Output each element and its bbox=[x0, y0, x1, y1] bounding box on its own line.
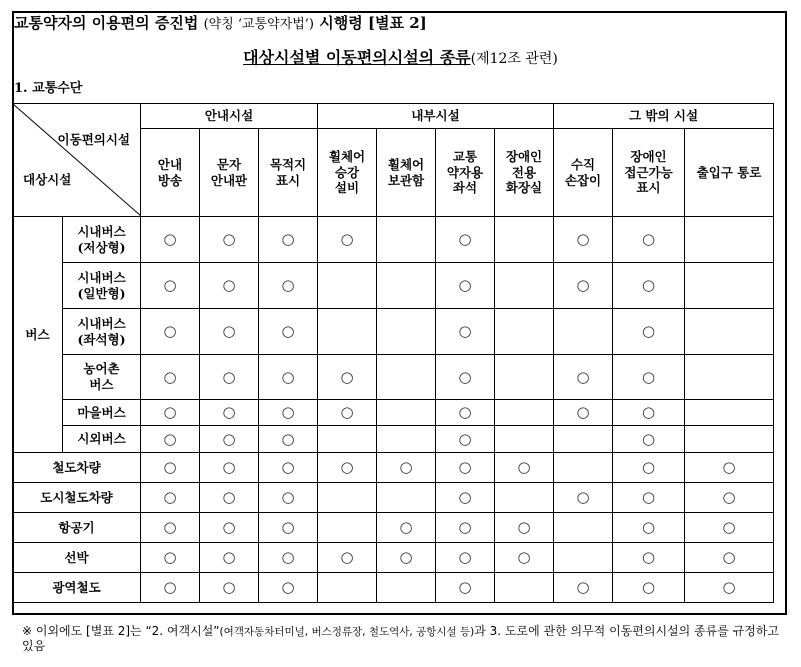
mark-cell: ○ bbox=[141, 400, 200, 426]
empty-cell bbox=[377, 483, 436, 513]
mark-cell: ○ bbox=[200, 426, 259, 453]
column-header: 목적지 표시 bbox=[259, 129, 318, 217]
mark-cell: ○ bbox=[613, 400, 685, 426]
table-row bbox=[13, 573, 774, 603]
mark-cell: ○ bbox=[141, 309, 200, 355]
empty-cell bbox=[318, 483, 377, 513]
mark-cell: ○ bbox=[554, 217, 613, 263]
corner-label-facilities: 이동편의시설 bbox=[57, 132, 130, 147]
mark-cell: ○ bbox=[436, 453, 495, 483]
empty-cell bbox=[377, 400, 436, 426]
mark-cell: ○ bbox=[259, 483, 318, 513]
column-header: 안내 방송 bbox=[141, 129, 200, 217]
column-header: 장애인 접근가능 표시 bbox=[613, 129, 685, 217]
column-header: 문자 안내판 bbox=[200, 129, 259, 217]
mark-cell: ○ bbox=[613, 483, 685, 513]
mark-cell: ○ bbox=[377, 453, 436, 483]
row-label: 도시철도차량 bbox=[13, 483, 141, 513]
table-row bbox=[13, 513, 774, 543]
mark-cell: ○ bbox=[436, 543, 495, 573]
mark-cell: ○ bbox=[685, 483, 774, 513]
mark-cell: ○ bbox=[259, 309, 318, 355]
mark-cell: ○ bbox=[554, 263, 613, 309]
mark-cell: ○ bbox=[436, 513, 495, 543]
empty-cell bbox=[495, 217, 554, 263]
row-label: 시내버스 (일반형) bbox=[63, 263, 141, 309]
mark-cell: ○ bbox=[259, 263, 318, 309]
mark-cell: ○ bbox=[259, 426, 318, 453]
empty-cell bbox=[377, 355, 436, 400]
mark-cell: ○ bbox=[685, 453, 774, 483]
mark-cell: ○ bbox=[685, 513, 774, 543]
corner-diagonal-line bbox=[13, 104, 141, 216]
empty-cell bbox=[318, 263, 377, 309]
mark-cell: ○ bbox=[613, 573, 685, 603]
subtitle-main: 대상시설별 이동편의시설의 종류 bbox=[243, 48, 471, 67]
row-label: 광역철도 bbox=[13, 573, 141, 603]
column-header: 장애인 전용 화장실 bbox=[495, 129, 554, 217]
mark-cell: ○ bbox=[259, 453, 318, 483]
empty-cell bbox=[318, 573, 377, 603]
mark-cell: ○ bbox=[685, 573, 774, 603]
empty-cell bbox=[554, 453, 613, 483]
mark-cell: ○ bbox=[259, 217, 318, 263]
empty-cell bbox=[318, 426, 377, 453]
mark-cell: ○ bbox=[259, 355, 318, 400]
empty-cell bbox=[685, 217, 774, 263]
empty-cell bbox=[377, 573, 436, 603]
mark-cell: ○ bbox=[259, 400, 318, 426]
table-row bbox=[13, 217, 774, 263]
mark-cell: ○ bbox=[436, 217, 495, 263]
mark-cell: ○ bbox=[200, 400, 259, 426]
mark-cell: ○ bbox=[318, 453, 377, 483]
empty-cell bbox=[377, 217, 436, 263]
mark-cell: ○ bbox=[495, 543, 554, 573]
table-row bbox=[13, 426, 774, 453]
row-group-label-bus: 버스 bbox=[13, 217, 63, 453]
mark-cell: ○ bbox=[554, 355, 613, 400]
empty-cell bbox=[495, 483, 554, 513]
footnote-prefix: ※ 이외에도 [별표 2]는 “2. 여객시설” bbox=[22, 624, 220, 638]
group-header-internal: 내부시설 bbox=[318, 104, 554, 129]
empty-cell bbox=[377, 426, 436, 453]
mark-cell: ○ bbox=[613, 426, 685, 453]
mark-cell: ○ bbox=[436, 355, 495, 400]
footnote-detail: (여객자동차터미널, 버스정류장, 철도역사, 공항시설 등) bbox=[219, 626, 475, 638]
subtitle-reference: (제12조 관련) bbox=[470, 51, 558, 67]
mark-cell: ○ bbox=[613, 355, 685, 400]
table-row bbox=[13, 483, 774, 513]
table-row bbox=[13, 453, 774, 483]
footnote bbox=[22, 624, 782, 654]
mark-cell: ○ bbox=[377, 513, 436, 543]
corner-label-targets: 대상시설 bbox=[23, 172, 72, 188]
title-abbreviation: (약칭 ‘교통약자법’) bbox=[203, 17, 315, 32]
empty-cell bbox=[554, 309, 613, 355]
mark-cell: ○ bbox=[200, 483, 259, 513]
mark-cell: ○ bbox=[554, 400, 613, 426]
mark-cell: ○ bbox=[141, 355, 200, 400]
footnote-suffix: 과 3. 도로에 관한 의무적 이동편의시설의 종류를 규정하고 있음 bbox=[22, 624, 780, 654]
mark-cell: ○ bbox=[613, 543, 685, 573]
empty-cell bbox=[318, 513, 377, 543]
mark-cell: ○ bbox=[377, 543, 436, 573]
mark-cell: ○ bbox=[259, 513, 318, 543]
mark-cell: ○ bbox=[141, 217, 200, 263]
mark-cell: ○ bbox=[613, 309, 685, 355]
row-label: 마을버스 bbox=[63, 400, 141, 426]
empty-cell bbox=[685, 400, 774, 426]
mark-cell: ○ bbox=[495, 513, 554, 543]
mark-cell: ○ bbox=[685, 543, 774, 573]
mark-cell: ○ bbox=[613, 217, 685, 263]
facility-table bbox=[12, 103, 774, 603]
row-label: 항공기 bbox=[13, 513, 141, 543]
empty-cell bbox=[318, 309, 377, 355]
mark-cell: ○ bbox=[200, 217, 259, 263]
section-heading: 1. 교통수단 bbox=[14, 81, 83, 96]
row-label: 농어촌 버스 bbox=[63, 355, 141, 400]
table-row bbox=[13, 355, 774, 400]
empty-cell bbox=[685, 309, 774, 355]
mark-cell: ○ bbox=[436, 400, 495, 426]
document-subtitle bbox=[0, 45, 801, 68]
mark-cell: ○ bbox=[200, 543, 259, 573]
empty-cell bbox=[377, 309, 436, 355]
mark-cell: ○ bbox=[200, 513, 259, 543]
document-title bbox=[14, 12, 427, 33]
row-label: 선박 bbox=[13, 543, 141, 573]
mark-cell: ○ bbox=[200, 263, 259, 309]
mark-cell: ○ bbox=[436, 573, 495, 603]
corner-header bbox=[13, 104, 141, 217]
table-row bbox=[13, 263, 774, 309]
empty-cell bbox=[495, 355, 554, 400]
empty-cell bbox=[495, 400, 554, 426]
row-label: 시내버스 (저상형) bbox=[63, 217, 141, 263]
row-label: 철도차량 bbox=[13, 453, 141, 483]
mark-cell: ○ bbox=[613, 453, 685, 483]
mark-cell: ○ bbox=[141, 426, 200, 453]
mark-cell: ○ bbox=[318, 543, 377, 573]
empty-cell bbox=[685, 355, 774, 400]
empty-cell bbox=[554, 426, 613, 453]
mark-cell: ○ bbox=[259, 573, 318, 603]
empty-cell bbox=[495, 426, 554, 453]
empty-cell bbox=[554, 543, 613, 573]
table-row bbox=[13, 543, 774, 573]
row-label: 시외버스 bbox=[63, 426, 141, 453]
empty-cell bbox=[685, 426, 774, 453]
mark-cell: ○ bbox=[141, 453, 200, 483]
column-header: 교통 약자용 좌석 bbox=[436, 129, 495, 217]
column-header: 휠체어 승강 설비 bbox=[318, 129, 377, 217]
mark-cell: ○ bbox=[318, 355, 377, 400]
mark-cell: ○ bbox=[318, 217, 377, 263]
empty-cell bbox=[495, 263, 554, 309]
mark-cell: ○ bbox=[495, 453, 554, 483]
mark-cell: ○ bbox=[613, 513, 685, 543]
mark-cell: ○ bbox=[436, 426, 495, 453]
group-header-guide: 안내시설 bbox=[141, 104, 318, 129]
empty-cell bbox=[495, 573, 554, 603]
mark-cell: ○ bbox=[200, 309, 259, 355]
mark-cell: ○ bbox=[200, 355, 259, 400]
mark-cell: ○ bbox=[141, 543, 200, 573]
empty-cell bbox=[685, 263, 774, 309]
column-header: 출입구 통로 bbox=[685, 129, 774, 217]
mark-cell: ○ bbox=[436, 263, 495, 309]
empty-cell bbox=[377, 263, 436, 309]
mark-cell: ○ bbox=[554, 573, 613, 603]
mark-cell: ○ bbox=[613, 263, 685, 309]
column-header: 휠체어 보관함 bbox=[377, 129, 436, 217]
mark-cell: ○ bbox=[200, 453, 259, 483]
table-row bbox=[13, 400, 774, 426]
mark-cell: ○ bbox=[318, 400, 377, 426]
title-main: 교통약자의 이용편의 증진법 bbox=[14, 14, 199, 32]
mark-cell: ○ bbox=[141, 263, 200, 309]
table-row bbox=[13, 309, 774, 355]
empty-cell bbox=[495, 309, 554, 355]
empty-cell bbox=[554, 513, 613, 543]
column-header: 수직 손잡이 bbox=[554, 129, 613, 217]
title-rest: 시행령 [별표 2] bbox=[319, 14, 427, 32]
mark-cell: ○ bbox=[554, 483, 613, 513]
group-header-other: 그 밖의 시설 bbox=[554, 104, 774, 129]
mark-cell: ○ bbox=[200, 573, 259, 603]
mark-cell: ○ bbox=[436, 309, 495, 355]
mark-cell: ○ bbox=[436, 483, 495, 513]
row-label: 시내버스 (좌석형) bbox=[63, 309, 141, 355]
mark-cell: ○ bbox=[259, 543, 318, 573]
mark-cell: ○ bbox=[141, 513, 200, 543]
mark-cell: ○ bbox=[141, 483, 200, 513]
mark-cell: ○ bbox=[141, 573, 200, 603]
